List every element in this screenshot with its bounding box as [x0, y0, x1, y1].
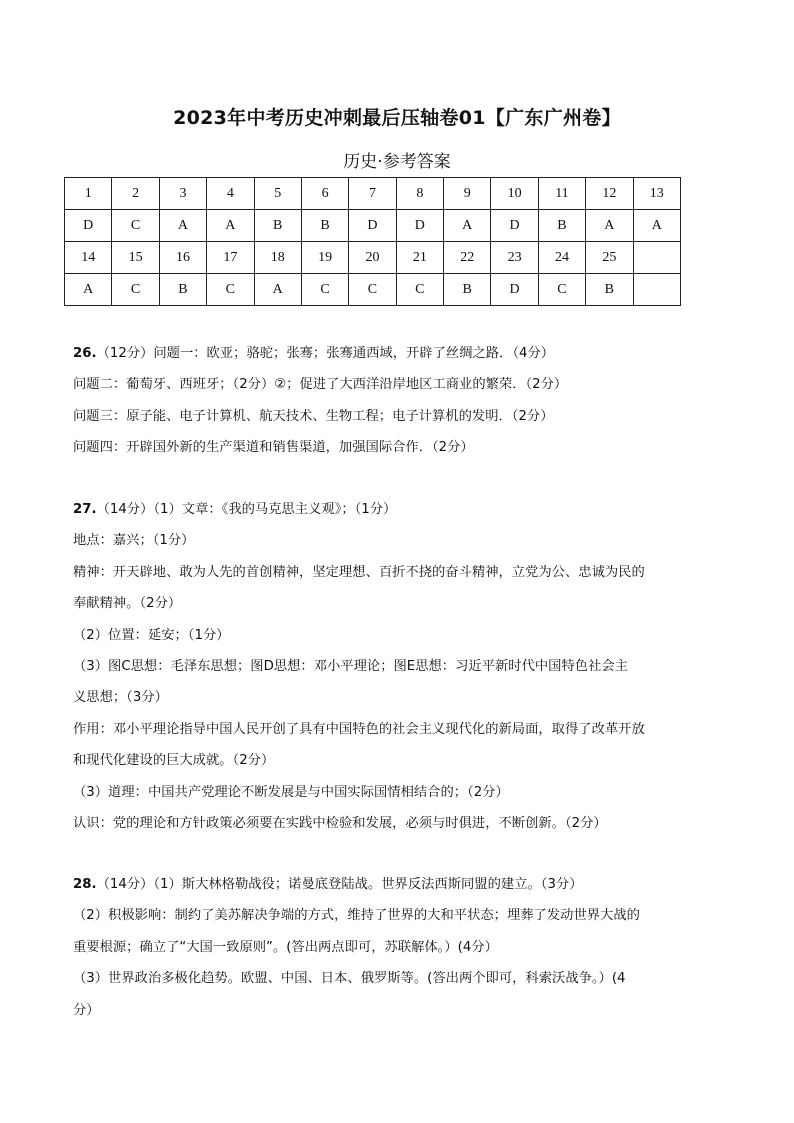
table-cell: C: [112, 210, 159, 242]
answer-line: （3）世界政治多极化趋势。欧盟、中国、日本、俄罗斯等。(答出两个即可，科索沃战争。）(4: [73, 971, 626, 987]
table-cell: D: [491, 274, 538, 306]
table-cell: 3: [159, 178, 206, 210]
question-26-answer: [73, 338, 683, 464]
table-cell: 7: [349, 178, 396, 210]
question-number: 26.: [73, 346, 97, 361]
question-number: 28.: [73, 877, 97, 892]
table-cell: 21: [396, 242, 443, 274]
table-cell: 8: [396, 178, 443, 210]
table-cell: 19: [301, 242, 348, 274]
answer-line: [73, 869, 683, 900]
table-cell: 12: [586, 178, 633, 210]
answer-line: [73, 338, 683, 369]
table-cell: 16: [159, 242, 206, 274]
table-cell: 14: [65, 242, 112, 274]
answer-table-body: [65, 178, 681, 306]
answer-line: 分）: [73, 1002, 100, 1018]
table-cell: 4: [207, 178, 254, 210]
table-cell: [633, 274, 681, 306]
table-cell: A: [207, 210, 254, 242]
table-cell: 22: [444, 242, 491, 274]
answer-line: 精神：开天辟地、敢为人先的首创精神，坚定理想、百折不挠的奋斗精神，立党为公、忠诚为民的: [73, 564, 645, 580]
answer-line: 地点：嘉兴；（1分）: [73, 533, 195, 549]
table-cell: 17: [207, 242, 254, 274]
table-cell: C: [112, 274, 159, 306]
answer-line: （3）图C思想：毛泽东思想；图D思想：邓小平理论；图E思想：习近平新时代中国特色社会主: [73, 659, 628, 675]
table-cell: C: [301, 274, 348, 306]
table-cell: C: [207, 274, 254, 306]
answer-line: 认识：党的理论和方针政策必须要在实践中检验和发展，必须与时俱进，不断创新。（2分）: [73, 816, 607, 832]
table-cell: A: [633, 210, 681, 242]
answer-line: 问题二：葡萄牙、西班牙；（2分）②；促进了大西洋沿岸地区工商业的繁荣．（2分）: [73, 377, 568, 393]
table-cell: D: [396, 210, 443, 242]
table-cell: 18: [254, 242, 301, 274]
question-number-row: [65, 178, 681, 210]
table-cell: 23: [491, 242, 538, 274]
answer-line: 重要根源；确立了“大国一致原则”。(答出两点即可，苏联解体。）(4分）: [73, 939, 498, 955]
table-cell: 24: [538, 242, 585, 274]
answer-line: 和现代化建设的巨大成就。（2分）: [73, 753, 275, 769]
question-27-answer: [73, 494, 683, 839]
answer-text: （14分）（1）文章：《我的马克思主义观》；（1分）: [96, 502, 397, 517]
answer-line: 问题四：开辟国外新的生产渠道和销售渠道，加强国际合作．（2分）: [73, 440, 474, 456]
answer-key-row: [65, 274, 681, 306]
question-number-row: [65, 242, 681, 274]
table-cell: C: [396, 274, 443, 306]
table-cell: D: [65, 210, 112, 242]
table-cell: 11: [538, 178, 585, 210]
table-cell: A: [65, 274, 112, 306]
table-cell: 9: [444, 178, 491, 210]
table-cell: C: [349, 274, 396, 306]
table-cell: 5: [254, 178, 301, 210]
table-cell: B: [159, 274, 206, 306]
table-cell: 15: [112, 242, 159, 274]
document-title: 2023年中考历史冲刺最后压轴卷01【广东广州卷】: [173, 107, 621, 129]
table-cell: 6: [301, 178, 348, 210]
document-subtitle: 历史·参考答案: [343, 152, 451, 172]
table-cell: 2: [112, 178, 159, 210]
question-28-answer: [73, 869, 683, 1026]
answer-text: （12分）问题一：欧亚；骆驼；张骞；张骞通西域，开辟了丝绸之路．（4分）: [96, 346, 555, 361]
answer-line: （2）位置：延安；（1分）: [73, 627, 230, 643]
answer-text: （14分）（1）斯大林格勒战役；诺曼底登陆战。世界反法西斯同盟的建立。（3分）: [96, 877, 583, 892]
table-cell: [633, 242, 681, 274]
table-cell: 10: [491, 178, 538, 210]
answer-line: 作用：邓小平理论指导中国人民开创了具有中国特色的社会主义现代化的新局面，取得了改革开放: [73, 721, 645, 737]
answer-line: 义思想；（3分）: [73, 690, 168, 706]
table-cell: 1: [65, 178, 112, 210]
table-cell: 13: [633, 178, 681, 210]
answer-table: [64, 177, 681, 306]
table-cell: A: [586, 210, 633, 242]
answer-line: （3）道理：中国共产党理论不断发展是与中国实际国情相结合的；（2分）: [73, 784, 509, 800]
table-cell: C: [538, 274, 585, 306]
question-number: 27.: [73, 502, 97, 517]
table-cell: A: [159, 210, 206, 242]
answer-line: [73, 494, 683, 525]
answer-line: 奉献精神。（2分）: [73, 596, 182, 612]
table-cell: B: [586, 274, 633, 306]
table-cell: B: [301, 210, 348, 242]
answer-line: 问题三：原子能、电子计算机、航天技术、生物工程；电子计算机的发明．（2分）: [73, 408, 554, 424]
table-cell: B: [444, 274, 491, 306]
answer-key-row: [65, 210, 681, 242]
table-cell: 20: [349, 242, 396, 274]
table-cell: B: [538, 210, 585, 242]
table-cell: D: [349, 210, 396, 242]
table-cell: A: [444, 210, 491, 242]
answer-line: （2）积极影响：制约了美苏解决争端的方式，维持了世界的大和平状态；埋葬了发动世界大战的: [73, 908, 640, 924]
table-cell: D: [491, 210, 538, 242]
table-cell: 25: [586, 242, 633, 274]
table-cell: A: [254, 274, 301, 306]
table-cell: B: [254, 210, 301, 242]
